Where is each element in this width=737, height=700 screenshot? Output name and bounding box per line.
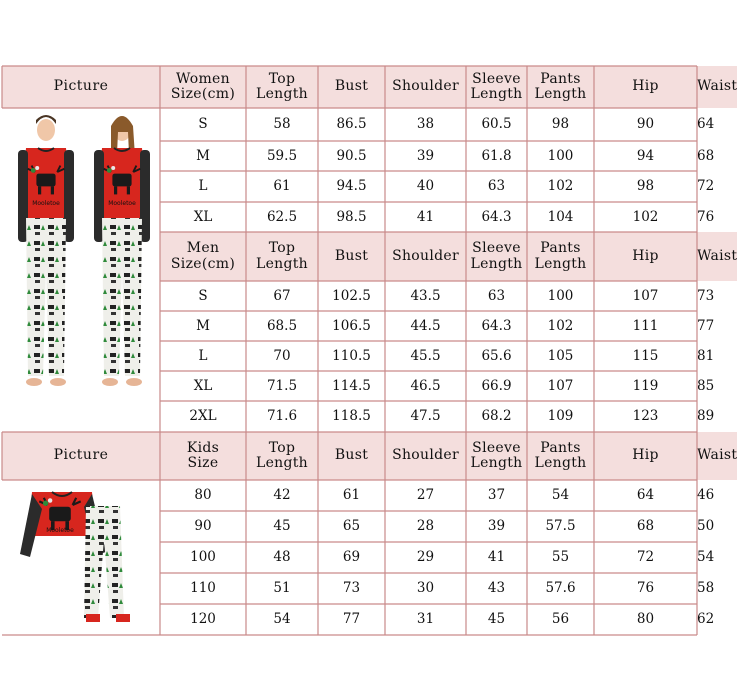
value-cell: 31 xyxy=(416,611,435,628)
size-cell: 80 xyxy=(194,487,212,504)
value-cell: 104 xyxy=(547,208,574,225)
size-header: Kids Size xyxy=(160,432,246,480)
value-cell: 71.6 xyxy=(266,408,298,425)
size-cell: L xyxy=(198,347,208,364)
value-cell: 54 xyxy=(697,549,715,566)
value-cell: 44.5 xyxy=(410,317,441,334)
value-cell: 70 xyxy=(273,347,291,364)
value-cell: 102.5 xyxy=(332,287,371,304)
size-cell: XL xyxy=(193,377,213,394)
value-cell: 68 xyxy=(697,147,715,164)
value-cell: 65 xyxy=(342,518,361,535)
value-cell: 105 xyxy=(547,347,574,364)
value-cell: 28 xyxy=(416,518,435,535)
value-cell: 94 xyxy=(636,147,655,164)
value-cell: 94.5 xyxy=(336,178,367,195)
value-cell: 98 xyxy=(551,116,570,133)
value-cell: 115 xyxy=(632,347,659,364)
column-header: Hip xyxy=(594,66,697,108)
value-cell: 40 xyxy=(416,178,435,195)
value-cell: 71.5 xyxy=(266,377,298,394)
column-header: Waist xyxy=(697,66,737,108)
value-cell: 123 xyxy=(632,408,659,425)
value-cell: 72 xyxy=(697,178,715,195)
value-cell: 81 xyxy=(697,347,715,364)
value-cell: 107 xyxy=(547,377,574,394)
size-cell: 110 xyxy=(190,580,216,597)
value-cell: 102 xyxy=(547,317,574,334)
value-cell: 64 xyxy=(697,116,715,133)
value-cell: 68.2 xyxy=(481,408,512,425)
size-cell: 100 xyxy=(190,549,216,566)
shirt-print-text: Mooletoe xyxy=(108,200,136,207)
value-cell: 54 xyxy=(273,611,291,628)
value-cell: 65.6 xyxy=(481,347,512,364)
shirt-print-text: Mooletoe xyxy=(46,527,74,534)
column-header: Waist xyxy=(697,432,737,480)
value-cell: 54 xyxy=(551,487,570,504)
value-cell: 41 xyxy=(487,549,506,566)
value-cell: 51 xyxy=(273,580,291,597)
value-cell: 37 xyxy=(487,487,506,504)
value-cell: 63 xyxy=(487,287,506,304)
size-header: Men Size(cm) xyxy=(160,232,246,281)
column-header: Hip xyxy=(594,432,697,480)
size-cell: S xyxy=(198,116,208,133)
kids-pajama-image xyxy=(20,484,140,628)
value-cell: 27 xyxy=(416,487,435,504)
value-cell: 30 xyxy=(416,580,435,597)
value-cell: 73 xyxy=(342,580,361,597)
size-cell: L xyxy=(198,178,208,195)
size-cell: 90 xyxy=(194,518,212,535)
value-cell: 102 xyxy=(547,178,574,195)
size-cell: 120 xyxy=(190,611,216,628)
value-cell: 38 xyxy=(416,116,435,133)
value-cell: 62 xyxy=(697,611,715,628)
value-cell: 76 xyxy=(636,580,655,597)
value-cell: 61.8 xyxy=(481,147,512,164)
kids-pajama-photo xyxy=(20,484,140,628)
value-cell: 57.6 xyxy=(545,580,576,597)
value-cell: 57.5 xyxy=(545,518,576,535)
size-header: Women Size(cm) xyxy=(160,66,246,108)
value-cell: 89 xyxy=(697,408,715,425)
value-cell: 45 xyxy=(487,611,506,628)
column-header: Top Length xyxy=(246,432,318,480)
value-cell: 46.5 xyxy=(410,377,441,394)
value-cell: 39 xyxy=(487,518,506,535)
value-cell: 64.3 xyxy=(481,317,512,334)
value-cell: 43.5 xyxy=(410,287,441,304)
value-cell: 46 xyxy=(697,487,715,504)
column-header: Shoulder xyxy=(385,232,466,281)
value-cell: 76 xyxy=(697,208,715,225)
value-cell: 56 xyxy=(551,611,570,628)
column-header: Shoulder xyxy=(385,432,466,480)
column-header: Pants Length xyxy=(527,432,594,480)
column-header: Bust xyxy=(318,232,385,281)
value-cell: 45 xyxy=(273,518,291,535)
family-photo-image xyxy=(4,110,159,402)
size-cell: M xyxy=(196,317,210,334)
column-header: Bust xyxy=(318,432,385,480)
value-cell: 59.5 xyxy=(266,147,298,164)
value-cell: 72 xyxy=(636,549,655,566)
picture-header: Picture xyxy=(2,432,160,480)
picture-header: Picture xyxy=(2,66,160,108)
value-cell: 119 xyxy=(632,377,659,394)
value-cell: 60.5 xyxy=(481,116,512,133)
value-cell: 107 xyxy=(632,287,659,304)
size-cell: XL xyxy=(193,208,213,225)
column-header: Top Length xyxy=(246,66,318,108)
shirt-print-text: Mooletoe xyxy=(32,200,60,207)
value-cell: 106.5 xyxy=(332,317,371,334)
value-cell: 47.5 xyxy=(410,408,441,425)
value-cell: 43 xyxy=(487,580,506,597)
value-cell: 90.5 xyxy=(336,147,367,164)
value-cell: 67 xyxy=(273,287,291,304)
value-cell: 64.3 xyxy=(481,208,512,225)
value-cell: 61 xyxy=(342,487,361,504)
column-header: Top Length xyxy=(246,232,318,281)
column-header: Hip xyxy=(594,232,697,281)
value-cell: 69 xyxy=(342,549,361,566)
value-cell: 58 xyxy=(273,116,291,133)
value-cell: 66.9 xyxy=(481,377,512,394)
value-cell: 85 xyxy=(697,377,715,394)
size-cell: M xyxy=(196,147,210,164)
value-cell: 100 xyxy=(547,147,574,164)
column-header: Sleeve Length xyxy=(466,432,527,480)
value-cell: 45.5 xyxy=(410,347,441,364)
value-cell: 77 xyxy=(342,611,361,628)
value-cell: 42 xyxy=(273,487,291,504)
value-cell: 63 xyxy=(487,178,506,195)
value-cell: 98 xyxy=(636,178,655,195)
value-cell: 68 xyxy=(636,518,655,535)
value-cell: 114.5 xyxy=(332,377,371,394)
column-header: Pants Length xyxy=(527,232,594,281)
family-photo xyxy=(4,110,159,402)
value-cell: 86.5 xyxy=(336,116,367,133)
value-cell: 48 xyxy=(273,549,291,566)
size-cell: 2XL xyxy=(189,408,217,425)
value-cell: 39 xyxy=(416,147,435,164)
value-cell: 110.5 xyxy=(332,347,371,364)
value-cell: 100 xyxy=(547,287,574,304)
column-header: Waist xyxy=(697,232,737,281)
size-cell: S xyxy=(198,287,208,304)
value-cell: 50 xyxy=(697,518,715,535)
value-cell: 109 xyxy=(547,408,574,425)
value-cell: 61 xyxy=(273,178,291,195)
column-header: Sleeve Length xyxy=(466,66,527,108)
value-cell: 55 xyxy=(551,549,570,566)
column-header: Pants Length xyxy=(527,66,594,108)
value-cell: 62.5 xyxy=(266,208,298,225)
value-cell: 111 xyxy=(632,317,659,334)
value-cell: 90 xyxy=(636,116,655,133)
value-cell: 68.5 xyxy=(266,317,298,334)
value-cell: 118.5 xyxy=(332,408,371,425)
value-cell: 98.5 xyxy=(336,208,367,225)
column-header: Bust xyxy=(318,66,385,108)
column-header: Shoulder xyxy=(385,66,466,108)
value-cell: 58 xyxy=(697,580,715,597)
value-cell: 102 xyxy=(632,208,659,225)
value-cell: 29 xyxy=(416,549,435,566)
value-cell: 41 xyxy=(416,208,435,225)
value-cell: 73 xyxy=(697,287,715,304)
column-header: Sleeve Length xyxy=(466,232,527,281)
value-cell: 64 xyxy=(636,487,655,504)
value-cell: 80 xyxy=(636,611,655,628)
value-cell: 77 xyxy=(697,317,715,334)
